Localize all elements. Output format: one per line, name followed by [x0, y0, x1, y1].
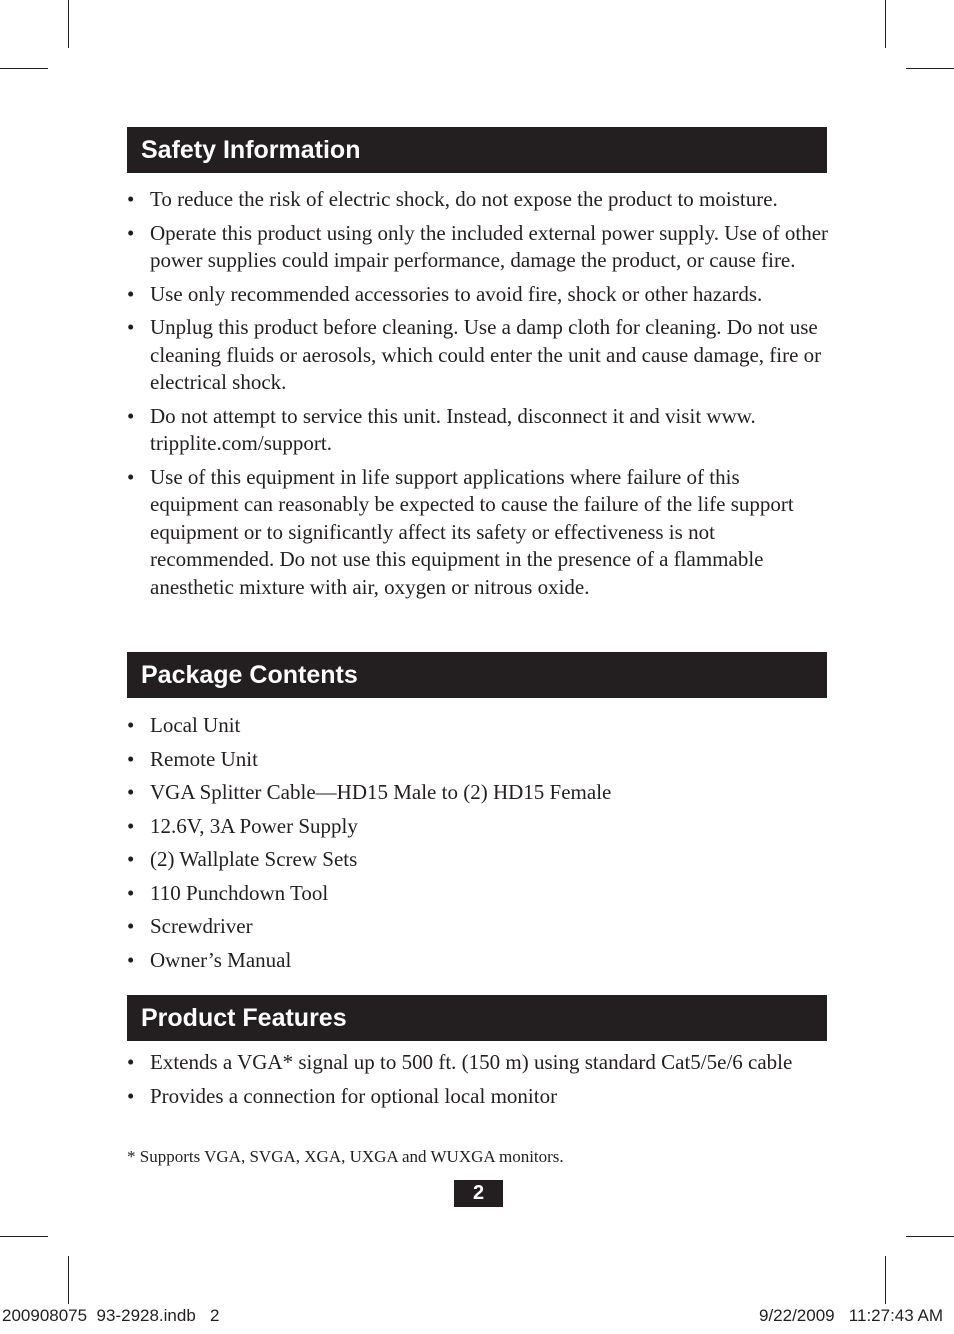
list-item: • (2) Wallplate Screw Sets: [127, 846, 829, 874]
package-heading: Package Contents: [127, 652, 827, 698]
list-item: • Use only recommended accessories to avoid fire, shock or other hazards.: [127, 281, 829, 309]
list-item: • Owner’s Manual: [127, 947, 829, 975]
bullet: •: [127, 713, 135, 737]
features-heading: Product Features: [127, 995, 827, 1041]
list-item: • Extends a VGA* signal up to 500 ft. (150 m) using standard Cat5/5e/6 cable: [127, 1049, 829, 1077]
bullet: •: [127, 220, 135, 245]
crop-mark: [68, 1256, 69, 1304]
page-number: 2: [454, 1180, 503, 1207]
crop-mark: [0, 1236, 48, 1237]
crop-mark: [885, 1256, 886, 1304]
bullet: •: [127, 813, 135, 838]
bullet: •: [127, 315, 135, 339]
bullet: •: [127, 780, 135, 804]
list-item: • Operate this product using only the included external power supply. Use of other power supplies could impair performance, damage the product, or cause fire.: [127, 220, 829, 272]
crop-mark: [0, 68, 48, 69]
bullet: •: [127, 187, 135, 211]
crop-mark: [906, 1236, 954, 1237]
list-item: • Unplug this product before cleaning. Use a damp cloth for cleaning. Do not use cleaning fluids or aerosols, which could enter the unit and cause damage, fire or electrical shock.: [127, 315, 822, 394]
bullet: •: [127, 1050, 135, 1074]
crop-mark: [68, 0, 69, 48]
list-item: • Screwdriver: [127, 913, 829, 941]
list-item: • VGA Splitter Cable—HD15 Male to (2) HD15 Female: [127, 779, 829, 807]
features-list: [127, 1049, 829, 1116]
list-item: • Provides a connection for optional local monitor: [127, 1083, 829, 1111]
bullet: •: [127, 281, 135, 306]
safety-heading: Safety Information: [127, 127, 827, 173]
bullet: •: [127, 914, 135, 938]
footnote: * Supports VGA, SVGA, XGA, UXGA and WUXGA monitors.: [127, 1147, 564, 1166]
slug-file-info: 200908075 93-2928.indb 2: [2, 1306, 220, 1325]
bullet: •: [127, 947, 135, 972]
bullet: •: [127, 403, 135, 428]
crop-mark: [906, 68, 954, 69]
list-item: • Do not attempt to service this unit. Instead, disconnect it and visit www. tripplite.com/support.: [127, 403, 756, 455]
safety-list: [127, 186, 829, 607]
bullet: •: [127, 880, 135, 905]
list-item: • 12.6V, 3A Power Supply: [127, 813, 829, 841]
bullet: •: [127, 847, 135, 871]
list-item: • 110 Punchdown Tool: [127, 880, 829, 908]
bullet: •: [127, 464, 135, 489]
slug-timestamp: 9/22/2009 11:27:43 AM: [759, 1306, 943, 1325]
bullet: •: [127, 746, 135, 771]
list-item: • Local Unit: [127, 712, 829, 740]
crop-mark: [885, 0, 886, 48]
list-item: • Use of this equipment in life support applications where failure of this equipment can reasonably be expected to cause the failure of the life support equipment or to significantly affect its safety or effectiveness is not recommended. Do not use this equipment in the presence of a flammable anesthetic mixture with air, oxygen or nitrous oxide.: [127, 464, 794, 599]
list-item: • To reduce the risk of electric shock, do not expose the product to moisture.: [127, 186, 829, 214]
bullet: •: [127, 1083, 135, 1108]
package-list: [127, 712, 829, 980]
list-item: • Remote Unit: [127, 746, 829, 774]
